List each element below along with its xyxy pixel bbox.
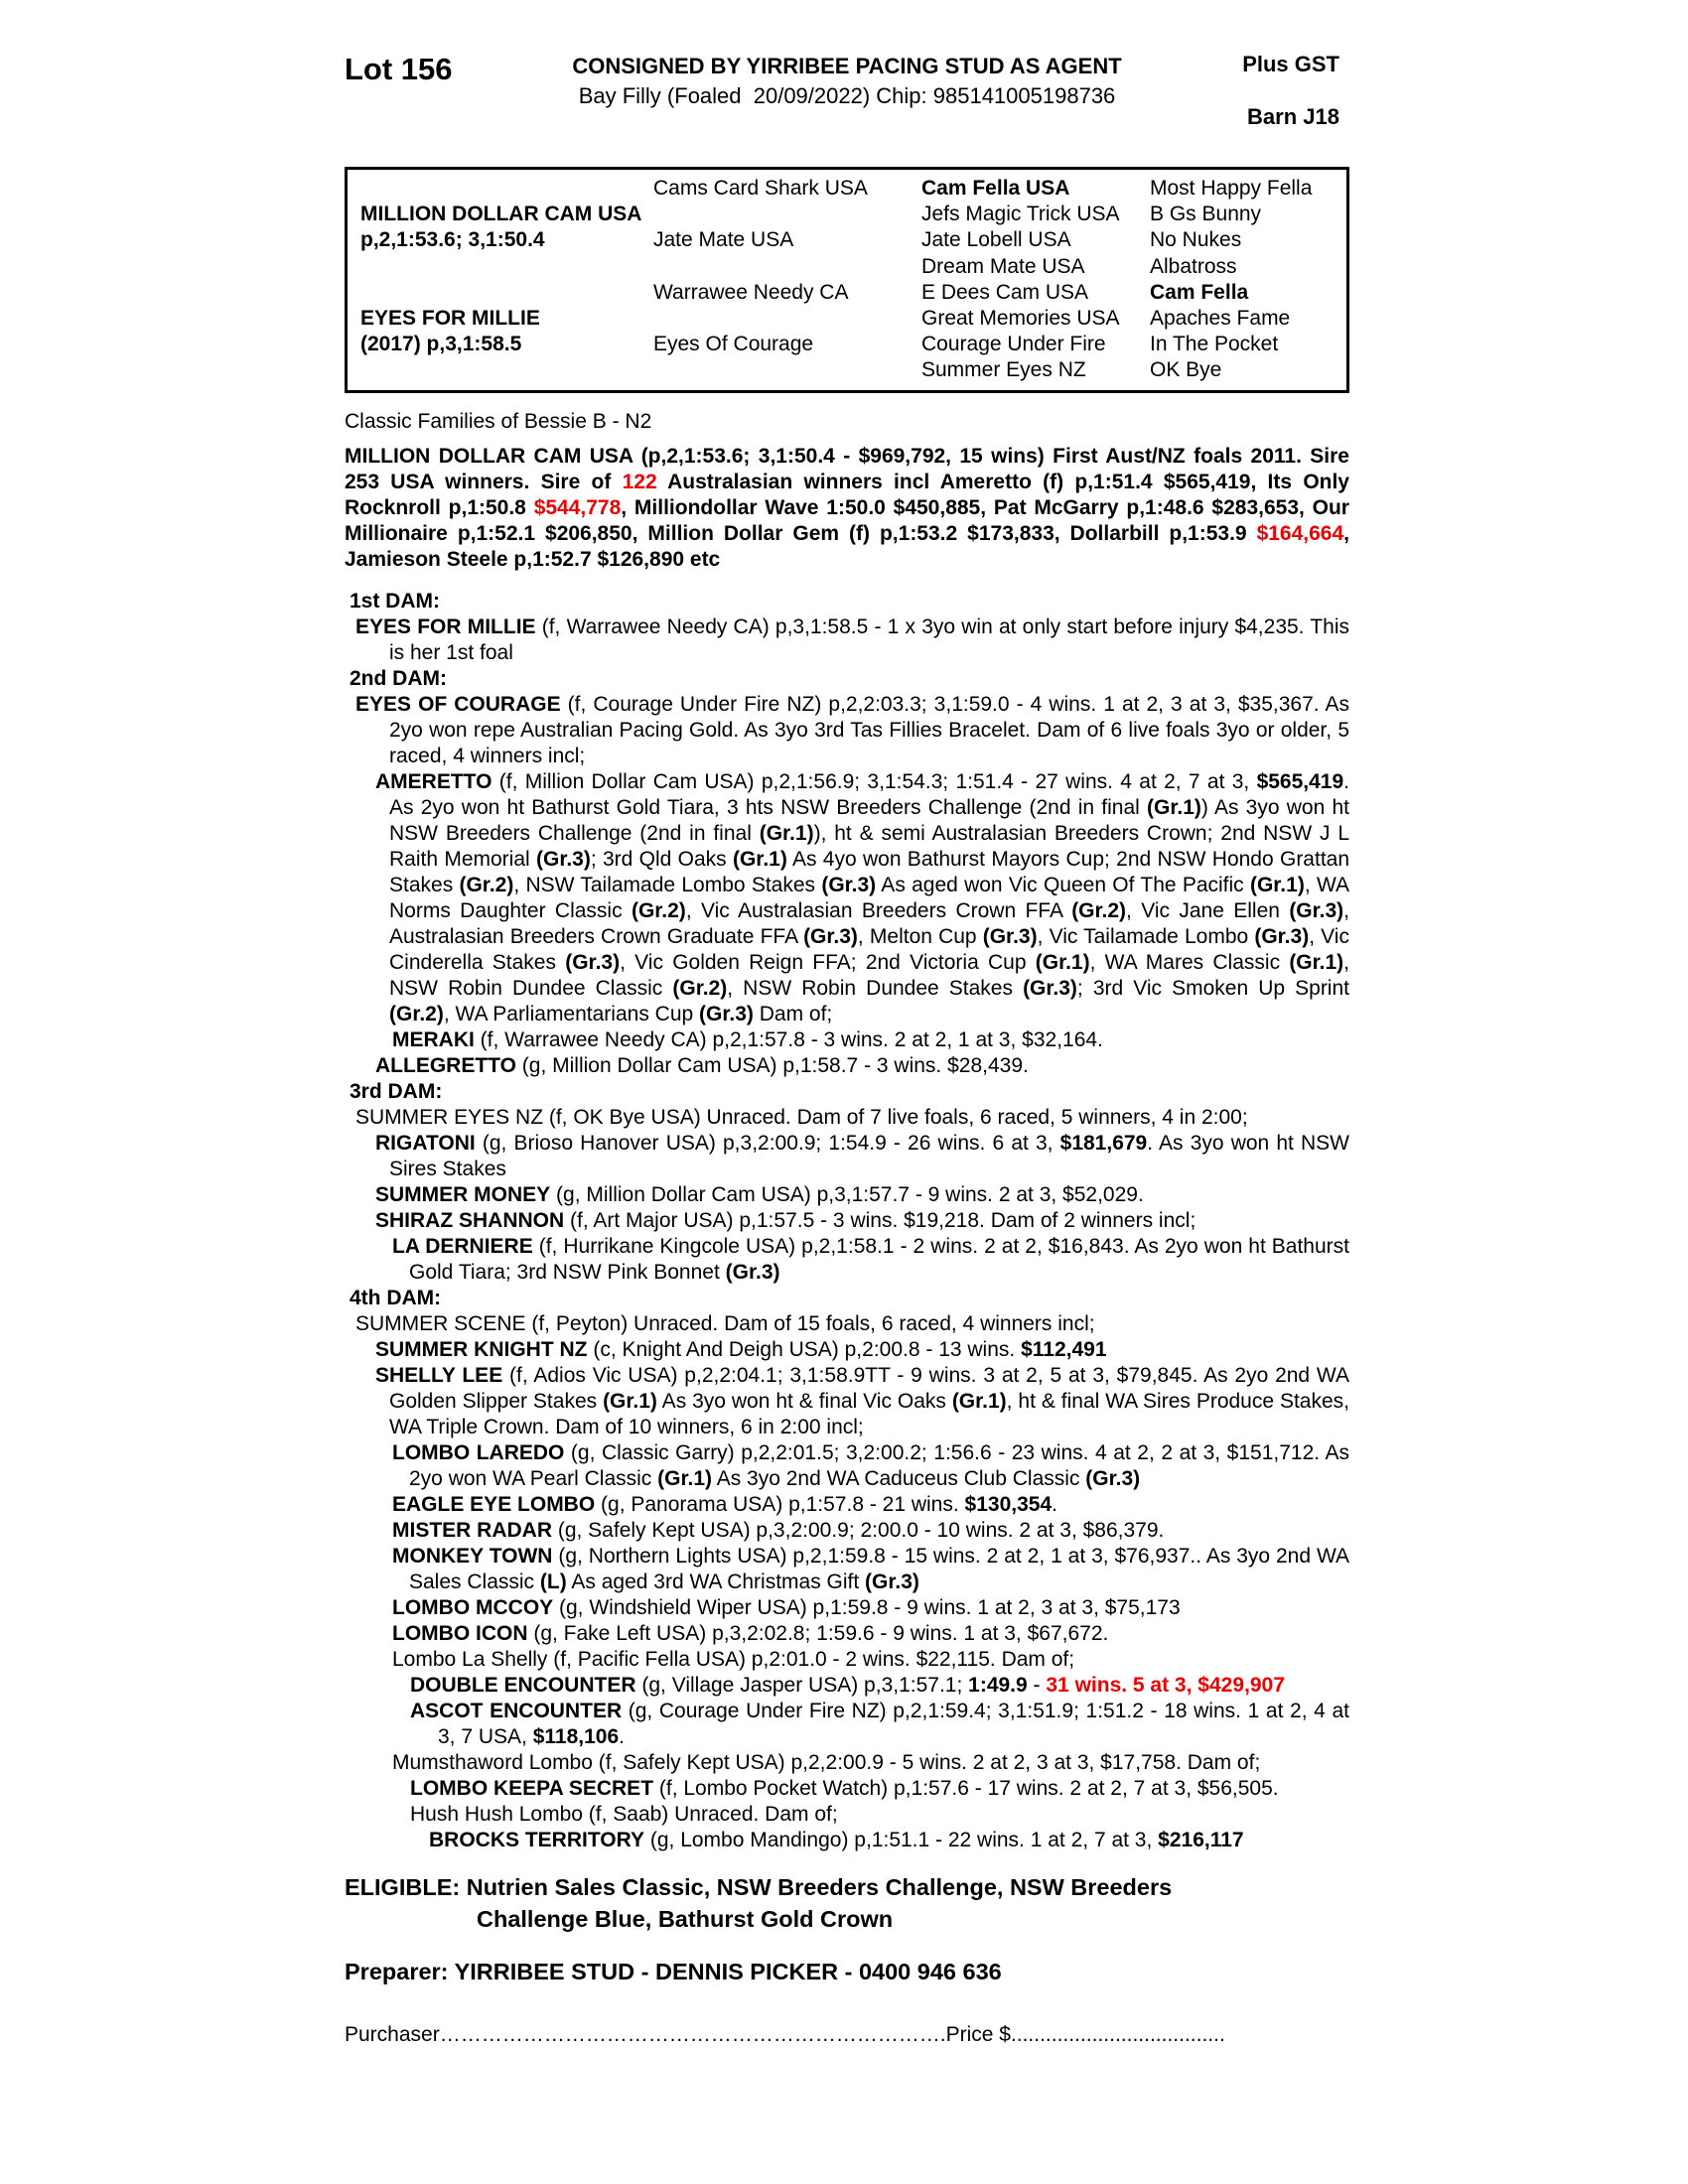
eligibility-line-2: Challenge Blue, Bathurst Gold Crown — [477, 1905, 894, 1932]
pedigree-cell: E Dees Cam USA — [921, 280, 1089, 304]
page-header — [345, 52, 1349, 147]
pedigree-cell — [360, 176, 653, 202]
progeny-entry: DOUBLE ENCOUNTER (g, Village Jasper USA) p,3,1:57.1; 1:49.9 - 31 wins. 5 at 3, $429,907 — [410, 1673, 1285, 1697]
price-dotted-line[interactable]: ..................................... — [1010, 2022, 1225, 2046]
pedigree-cell: Cams Card Shark USA — [653, 177, 868, 200]
sire-summary: MILLION DOLLAR CAM USA (p,2,1:53.6; 3,1:50.4 - $969,792, 15 wins) First Aust/NZ foals 2011. Sire 253 USA winners. Sire of 122 Australasian winners incl Ameretto (f) p,1:51.4 $565,419, Its Only Rocknroll p,1:50.8 $544,778, Milliondollar Wave 1:50.0 $450,885, Pat McGarry p,1:48.6 $283,653, Our Millionaire p,1:52.1 $206,850, Million Dollar Gem (f) p,1:53.2 $173,833, Dollarbill p,1:53.9 $164,664, Jamieson Steele p,1:52.7 $126,890 etc — [345, 444, 1349, 571]
dam-entry: SUMMER EYES NZ (f, OK Bye USA) Unraced. Dam of 7 live foals, 6 raced, 5 winners, 4 in 2:00; — [355, 1105, 1248, 1129]
plus-gst-label: Plus GST — [1242, 52, 1339, 76]
header-right — [1242, 52, 1339, 130]
pedigree-cell: EYES FOR MILLIE — [360, 306, 540, 330]
dam-heading-2: 2nd DAM: — [350, 666, 447, 690]
purchaser-line — [345, 2023, 1349, 2047]
pedigree-cell: Most Happy Fella — [1150, 177, 1313, 200]
pedigree-cell: In The Pocket — [1150, 333, 1279, 356]
pedigree-cell — [360, 280, 653, 306]
progeny-entry: ALLEGRETTO (g, Million Dollar Cam USA) p,1:58.7 - 3 wins. $28,439. — [375, 1053, 1029, 1077]
pedigree-cell — [360, 254, 653, 280]
progeny-entry: EAGLE EYE LOMBO (g, Panorama USA) p,1:57.8 - 21 wins. $130,354. — [392, 1492, 1057, 1516]
progeny-entry: LOMBO KEEPA SECRET (f, Lombo Pocket Watch) p,1:57.6 - 17 wins. 2 at 2, 7 at 3, $56,505. — [410, 1776, 1279, 1800]
progeny-entry: RIGATONI (g, Brioso Hanover USA) p,3,2:00.9; 1:54.9 - 26 wins. 6 at 3, $181,679. As 3yo won ht NSW Sires Stakes — [375, 1131, 1349, 1180]
pedigree-cell — [360, 357, 653, 383]
progeny-entry: SUMMER KNIGHT NZ (c, Knight And Deigh USA) p,2:00.8 - 13 wins. $112,491 — [375, 1337, 1107, 1361]
pedigree-cell: Albatross — [1150, 254, 1237, 278]
dam-entry: SUMMER SCENE (f, Peyton) Unraced. Dam of 15 foals, 6 raced, 4 winners incl; — [355, 1311, 1095, 1335]
pedigree-cell: Summer Eyes NZ — [921, 358, 1086, 382]
dam-entry: EYES FOR MILLIE (f, Warrawee Needy CA) p,3,1:58.5 - 1 x 3yo win at only start before injury $4,235. This is her 1st foal — [355, 614, 1349, 664]
pedigree-cell: OK Bye — [1150, 358, 1222, 382]
classic-families-note: Classic Families of Bessie B - N2 — [345, 409, 652, 433]
dam-heading-1: 1st DAM: — [350, 589, 441, 613]
lot-number: Lot 156 — [345, 52, 453, 86]
pedigree-cell — [653, 254, 921, 280]
progeny-entry: BROCKS TERRITORY (g, Lombo Mandingo) p,1:51.1 - 22 wins. 1 at 2, 7 at 3, $216,117 — [429, 1828, 1244, 1851]
pedigree-cell: Dream Mate USA — [921, 254, 1085, 278]
eligibility-note — [345, 1871, 1349, 1935]
pedigree-cell: (2017) p,3,1:58.5 — [360, 333, 522, 356]
pedigree-table-grid — [360, 176, 1346, 384]
pedigree-cell: MILLION DOLLAR CAM USA — [360, 203, 642, 226]
progeny-entry: LOMBO LAREDO (g, Classic Garry) p,2,2:01.5; 3,2:00.2; 1:56.6 - 23 wins. 4 at 2, 2 at 3, $151,712. As 2yo won WA Pearl Classic (Gr.1) As 3yo 2nd WA Caduceus Club Classic (Gr.3) — [392, 1440, 1349, 1490]
progeny-entry: LOMBO ICON (g, Fake Left USA) p,3,2:02.8; 1:59.6 - 9 wins. 1 at 3, $67,672. — [392, 1621, 1109, 1645]
progeny-entry: SHIRAZ SHANNON (f, Art Major USA) p,1:57.5 - 3 wins. $19,218. Dam of 2 winners incl; — [375, 1208, 1196, 1232]
progeny-entry: AMERETTO (f, Million Dollar Cam USA) p,2,1:56.9; 3,1:54.3; 1:51.4 - 27 wins. 4 at 2, 7 at 3, $565,419. As 2yo won ht Bathurst Gold Tiara, 3 hts NSW Breeders Challenge (2nd in final (Gr.1)) As 3yo won ht NSW Breeders Challenge (2nd in final (Gr.1)), ht & semi Australasian Breeders Crown; 2nd NSW J L Raith Memorial (Gr.3); 3rd Qld Oaks (Gr.1) As 4yo won Bathurst Mayors Cup; 2nd NSW Hondo Grattan Stakes (Gr.2), NSW Tailamade Lombo Stakes (Gr.3) As aged won Vic Queen Of The Pacific (Gr.1), WA Norms Daughter Classic (Gr.2), Vic Australasian Breeders Crown FFA (Gr.2), Vic Jane Ellen (Gr.3), Australasian Breeders Crown Graduate FFA (Gr.3), Melton Cup (Gr.3), Vic Tailamade Lombo (Gr.3), Vic Cinderella Stakes (Gr.3), Vic Golden Reign FFA; 2nd Victoria Cup (Gr.1), WA Mares Classic (Gr.1), NSW Robin Dundee Classic (Gr.2), NSW Robin Dundee Stakes (Gr.3); 3rd Vic Smoken Up Sprint (Gr.2), WA Parliamentarians Cup (Gr.3) Dam of; — [375, 769, 1350, 1025]
pedigree-cell: Eyes Of Courage — [653, 333, 814, 356]
dam-heading-3: 3rd DAM: — [350, 1079, 443, 1103]
preparer-line: Preparer: YIRRIBEE STUD - DENNIS PICKER - 0400 946 636 — [345, 1958, 1002, 1984]
pedigree-cell: Warrawee Needy CA — [653, 280, 849, 304]
progeny-entry: Mumsthaword Lombo (f, Safely Kept USA) p,2,2:00.9 - 5 wins. 2 at 2, 3 at 3, $17,758. Dam of; — [392, 1750, 1261, 1774]
progeny-entry: MONKEY TOWN (g, Northern Lights USA) p,2,1:59.8 - 15 wins. 2 at 2, 1 at 3, $76,937.. As 3yo 2nd WA Sales Classic (L) As aged 3rd WA Christmas Gift (Gr.3) — [392, 1544, 1349, 1593]
progeny-entry: SUMMER MONEY (g, Million Dollar Cam USA) p,3,1:57.7 - 9 wins. 2 at 3, $52,029. — [375, 1182, 1144, 1206]
pedigree-cell: Cam Fella USA — [921, 177, 1070, 200]
dam-entry: EYES OF COURAGE (f, Courage Under Fire NZ) p,2,2:03.3; 3,1:59.0 - 4 wins. 1 at 2, 3 at 3, $35,367. As 2yo won repe Australian Pacing Gold. As 3yo 3rd Tas Fillies Bracelet. Dam of 6 live foals 3yo or older, 5 raced, 4 winners incl; — [355, 692, 1349, 767]
pedigree-cell: p,2,1:53.6; 3,1:50.4 — [360, 228, 545, 252]
pedigree-table — [345, 167, 1349, 393]
pedigree-cell: Great Memories USA — [921, 306, 1120, 330]
pedigree-cell: Jate Mate USA — [653, 228, 794, 252]
dam-heading-4: 4th DAM: — [350, 1286, 442, 1309]
progeny-entry: ASCOT ENCOUNTER (g, Courage Under Fire NZ) p,2,1:59.4; 3,1:51.9; 1:51.2 - 18 wins. 1 at 2, 4 at 3, 7 USA, $118,106. — [410, 1699, 1349, 1748]
progeny-entry: MERAKI (f, Warrawee Needy CA) p,2,1:57.8 - 3 wins. 2 at 2, 1 at 3, $32,164. — [392, 1027, 1103, 1051]
pedigree-cell: Courage Under Fire — [921, 333, 1106, 356]
pedigree-cell — [653, 306, 921, 332]
consigned-by: CONSIGNED BY YIRRIBEE PACING STUD AS AGENT — [572, 54, 1122, 78]
progeny-entry: MISTER RADAR (g, Safely Kept USA) p,3,2:00.9; 2:00.0 - 10 wins. 2 at 3, $86,379. — [392, 1518, 1165, 1542]
pedigree-cell: Cam Fella — [1150, 280, 1249, 304]
pedigree-cell: Jate Lobell USA — [921, 228, 1071, 252]
barn-number: Barn J18 — [1247, 104, 1339, 129]
pedigree-cell: B Gs Bunny — [1150, 203, 1262, 226]
pedigree-cell: Apaches Fame — [1150, 306, 1291, 330]
price-label: Price $ — [945, 2022, 1011, 2046]
page-content — [345, 52, 1349, 2047]
progeny-entry: Lombo La Shelly (f, Pacific Fella USA) p,2:01.0 - 2 wins. $22,115. Dam of; — [392, 1647, 1075, 1671]
pedigree-cell: No Nukes — [1150, 228, 1242, 252]
pedigree-cell — [653, 202, 921, 227]
horse-description: Bay Filly (Foaled 20/09/2022) Chip: 985141005198736 — [578, 83, 1116, 108]
progeny-entry: Hush Hush Lombo (f, Saab) Unraced. Dam of; — [410, 1802, 838, 1826]
progeny-entry: LA DERNIERE (f, Hurrikane Kingcole USA) p,2,1:58.1 - 2 wins. 2 at 2, $16,843. As 2yo won ht Bathurst Gold Tiara; 3rd NSW Pink Bonnet (Gr.3) — [392, 1234, 1349, 1284]
pedigree-cell — [653, 357, 921, 383]
consignment-block — [345, 52, 1349, 111]
eligibility-line-1: ELIGIBLE: Nutrien Sales Classic, NSW Breeders Challenge, NSW Breeders — [345, 1873, 1173, 1900]
purchaser-dotted-line[interactable]: ………………………………………………………………. — [439, 2022, 946, 2046]
pedigree-cell: Jefs Magic Trick USA — [921, 203, 1120, 226]
progeny-entry: LOMBO MCCOY (g, Windshield Wiper USA) p,1:59.8 - 9 wins. 1 at 2, 3 at 3, $75,173 — [392, 1595, 1181, 1619]
purchaser-label: Purchaser — [345, 2022, 440, 2046]
pedigree-text — [345, 409, 1349, 1853]
progeny-entry: SHELLY LEE (f, Adios Vic USA) p,2,2:04.1; 3,1:58.9TT - 9 wins. 3 at 2, 5 at 3, $79,845. As 2yo 2nd WA Golden Slipper Stakes (Gr.1) As 3yo won ht & final Vic Oaks (Gr.1), ht & final WA Sires Produce Stakes, WA Triple Crown. Dam of 10 winners, 6 in 2:00 incl; — [375, 1363, 1349, 1438]
